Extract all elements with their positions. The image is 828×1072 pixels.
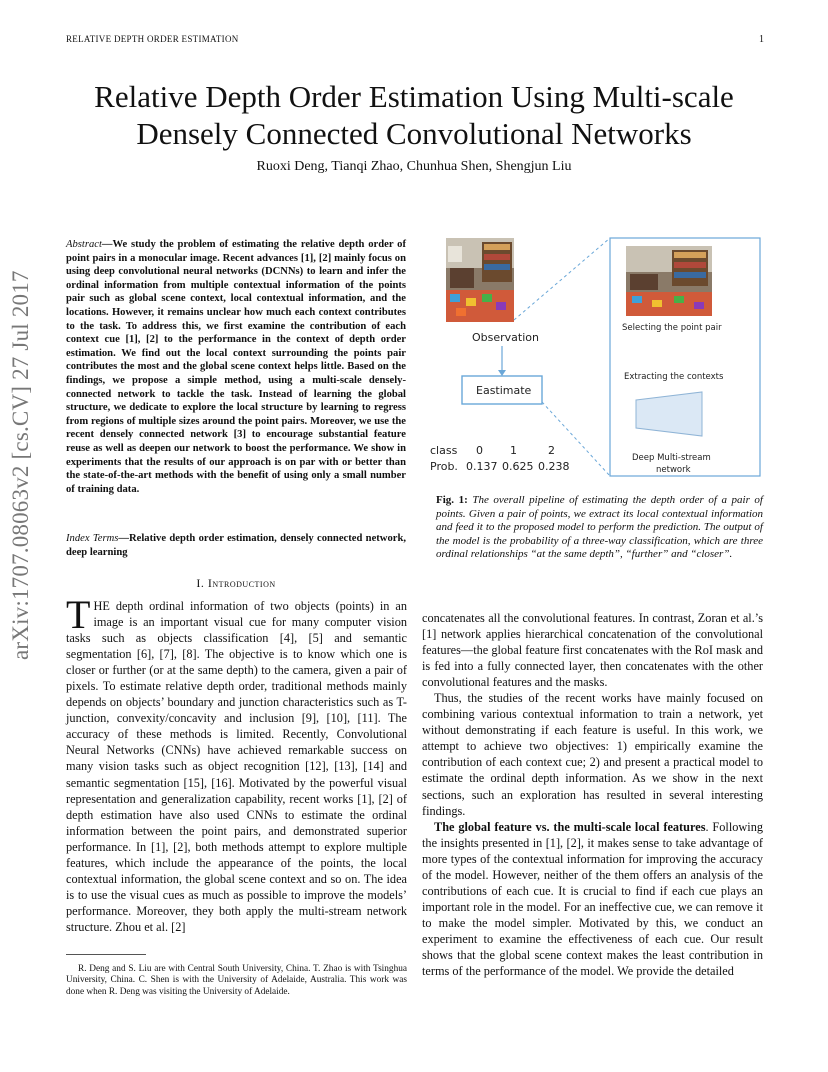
room-photo-left — [446, 238, 514, 322]
index-terms — [66, 532, 406, 559]
section-heading — [66, 576, 406, 591]
figure-caption — [436, 494, 763, 562]
class-0: 0 — [476, 444, 483, 457]
figure-caption-text: The overall pipeline of estimating the depth order of a pair of points. Given a pair of points, we extract its local contextual information and feed it to the proposed model to perform the prediction. The output of the model is the probability of a three-way classification, which are three ordinal relationships “at the same depth”, “further” and “closer”. — [436, 494, 763, 561]
room-photo-right — [626, 246, 712, 316]
right-column — [422, 610, 763, 979]
dashed-connector-top — [514, 238, 610, 320]
drop-cap: T — [66, 592, 91, 637]
page-number: 1 — [759, 34, 764, 45]
section-title: Introduction — [207, 576, 276, 590]
step-selecting: Selecting the point pair — [622, 323, 722, 333]
index-terms-text: —Relative depth order estimation, densely connected network, deep learning — [66, 533, 406, 558]
step-extracting: Extracting the contexts — [624, 372, 724, 382]
abstract — [66, 238, 406, 496]
authors: Ruoxi Deng, Tianqi Zhao, Chunhua Shen, Shengjun Liu — [256, 159, 572, 174]
abstract-label: Abstract — [66, 239, 102, 250]
observation-label: Observation — [472, 331, 539, 344]
title-line-2: Densely Connected Convolutional Networks — [136, 116, 692, 151]
figure-label: Fig. 1: — [436, 494, 468, 506]
right-paragraph-3 — [422, 819, 763, 979]
title-line-1: Relative Depth Order Estimation Using Multi-scale — [94, 79, 734, 114]
right-paragraph-3-text: . Following the insights presented in [1], [2], it makes sense to take advantage of more types of the contextual information for improving the accuracy of the model. However, neither of the them offers an analysis of the contributions of each cue. It is crucial to find if each cue plays an important role in the model. For an ineffective cue, we can remove it to make the model simpler. Motivated by this, we conduct an experiment to examine the effectiveness of each cue. Our result shows that the global scene context makes the least contribution in terms of the performance of the model. We provide the detailed — [422, 819, 763, 979]
intro-paragraph — [66, 592, 407, 935]
step-network-line1: Deep Multi-stream — [632, 453, 711, 463]
running-title: RELATIVE DEPTH ORDER ESTIMATION — [66, 34, 239, 44]
class-label: class — [430, 444, 458, 457]
step-network-line2: network — [656, 465, 691, 475]
prob-0: 0.137 — [466, 460, 498, 473]
paper-title — [40, 78, 788, 152]
footnote-rule — [66, 954, 146, 955]
right-paragraph-2: Thus, the studies of the recent works have mainly focused on combining various contextual information to train a network, yet without demonstrating if each feature is useful. In this work, we attempt to achieve two objectives: 1) empirically examine the contribution of each context cue; 2) and present a practical model to estimate the ordinal depth information. As we show in the next sections, such an exploration has resulted in several interesting findings. — [422, 691, 763, 818]
arxiv-stamp: arXiv:1707.08063v2 [cs.CV] 27 Jul 2017 — [8, 270, 33, 660]
right-paragraph-3-lead: The global feature vs. the multi-scale local features — [434, 819, 706, 834]
section-numeral: I. — [196, 576, 205, 590]
prob-2: 0.238 — [538, 460, 570, 473]
footnote: R. Deng and S. Liu are with Central South University, China. T. Zhao is with Tsinghua University, China. C. Shen is with the University of Adelaide, Australia. This work was done when R. Deng was visiting the University of Adelaide. — [66, 964, 407, 997]
estimate-label: Eastimate — [476, 384, 532, 397]
figure-1-pipeline — [426, 232, 766, 482]
index-terms-label: Index Terms — [66, 533, 119, 544]
abstract-text: —We study the problem of estimating the relative depth order of point pairs in a monocular image. Recent advances [1], [2] mainly focus on using deep convolutional neural networks (DCNNs) to learn and infer the ordinal information from multiple contextual information of the points pair such as global scene context, local contextual information, and the locations. However, it remains unclear how much each context contributes to the task. To address this, we first examine the contribution of each context cue [1], [2] to the performance in the context of depth order estimation. We find out the local context surrounding the points pair contributes the most and the global scene context helps little. Based on the findings, we propose a simple method, using a multi-scale densely-connected network to tackle the task. Instead of learning the global structure, we dedicate to explore the local structure by learning to regress from regions of multiple sizes around the point pairs. Moreover, we use the recent densely connected network [3] to encourage substantial feature reuse as well as deepen our network to boost the performance. We show in experiments that the results of our approach is on par with or better than the state-of-the-art methods with the benefit of using only a small number of training data. — [66, 239, 406, 495]
prob-label: Prob. — [430, 460, 458, 473]
right-paragraph-1: concatenates all the convolutional features. In contrast, Zoran et al.’s [1] network applies hierarchical concatenation of the convolutional features—the global feature first concatenates with the RoI mask and is fed into a fully connected layer, then concatenates with the other convolutional features and the masks. — [422, 611, 763, 690]
class-1: 1 — [510, 444, 517, 457]
prob-1: 0.625 — [502, 460, 534, 473]
intro-text: HE depth ordinal information of two objects (points) in an image is an important visual cue for many computer vision tasks such as objects classification [4], [5] and semantic segmentation [6], [7], [8]. The objective is to know which one is closer or further (or at the same depth) to the camera, given a pair of pixels. To estimate relative depth order, traditional methods mainly depends on objects’ boundary and junction characteristics such as T-junction, convexity/concavity and inclusion [9], [10], [11]. The accuracy of these methods is limited. Recently, Convolutional Neural Networks (CNNs) have achieved remarkable success on many vision tasks such as object recognition [12], [13], [14] and semantic segmentation [15], [16]. Motivated by the powerful visual representation and generalization capability, recent works [1], [2] of depth estimation have also used CNNs to estimate the ordinal information between the point pairs, and demonstrated superior performance. In [1], [2], both methods attempt to explore multiple features, which include the appearance of the points, the local contextual information, the global scene context and so on. The idea is to use the visual cues as much as possible to improve the models’ performance. Moreover, they both apply the multi-stream network structure. Zhou et al. [2] — [66, 599, 407, 934]
network-trapezoid — [636, 392, 702, 436]
class-2: 2 — [548, 444, 555, 457]
